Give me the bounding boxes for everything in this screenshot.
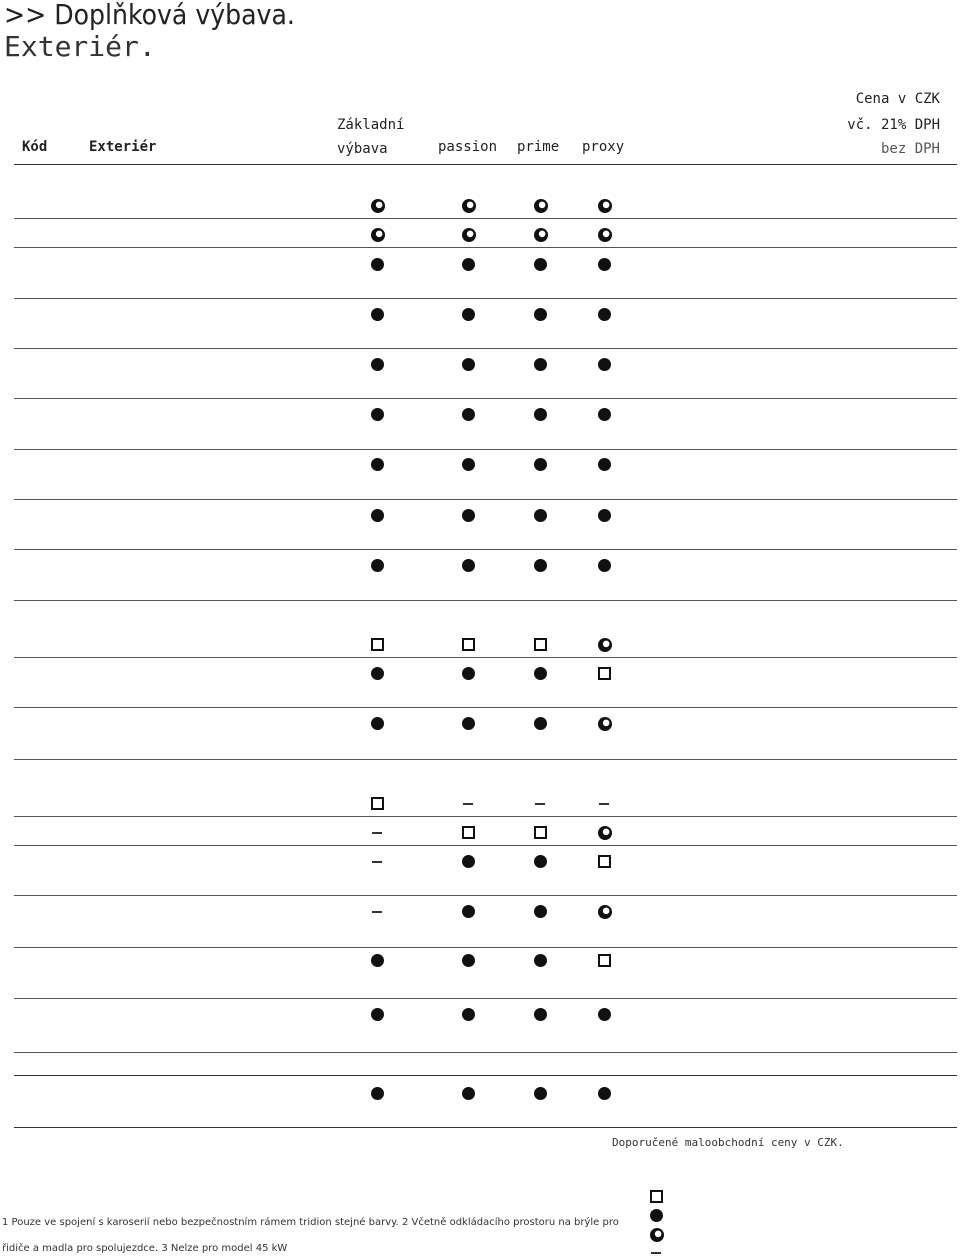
- filled-circle-icon: [371, 1008, 384, 1021]
- open-circle-icon: [598, 905, 612, 919]
- hollow-square-icon: [598, 954, 611, 967]
- filled-circle-icon: [371, 954, 384, 967]
- row-divider: [14, 449, 957, 450]
- filled-circle-icon: [598, 559, 611, 572]
- dash-icon: [463, 803, 473, 805]
- filled-circle-icon: [534, 458, 547, 471]
- open-circle-icon: [462, 199, 476, 213]
- row-divider: [14, 816, 957, 817]
- filled-circle-icon: [598, 509, 611, 522]
- row-divider: [14, 1075, 957, 1076]
- row-divider: [14, 1052, 957, 1053]
- hollow-square-icon: [598, 855, 611, 868]
- open-circle-icon: [598, 826, 612, 840]
- dash-icon: [535, 803, 545, 805]
- filled-circle-icon: [371, 667, 384, 680]
- row-divider: [14, 398, 957, 399]
- row-divider: [14, 247, 957, 248]
- filled-circle-icon: [371, 1087, 384, 1100]
- filled-circle-icon: [534, 258, 547, 271]
- filled-circle-icon: [534, 667, 547, 680]
- filled-circle-icon: [462, 258, 475, 271]
- filled-circle-icon: [534, 855, 547, 868]
- filled-circle-icon: [598, 408, 611, 421]
- header-cena-2: vč. 21% DPH: [847, 117, 940, 133]
- row-divider: [14, 895, 957, 896]
- dash-icon: [599, 803, 609, 805]
- recommended-prices-note: Doporučené maloobchodní ceny v CZK.: [612, 1136, 844, 1149]
- dash-icon: [651, 1252, 661, 1254]
- filled-circle-icon: [598, 1008, 611, 1021]
- hollow-square-icon: [598, 667, 611, 680]
- row-divider: [14, 549, 957, 550]
- filled-circle-icon: [534, 1087, 547, 1100]
- filled-circle-icon: [650, 1209, 663, 1222]
- open-circle-icon: [534, 228, 548, 242]
- filled-circle-icon: [371, 458, 384, 471]
- open-circle-icon: [650, 1228, 664, 1242]
- filled-circle-icon: [534, 358, 547, 371]
- filled-circle-icon: [371, 559, 384, 572]
- filled-circle-icon: [371, 258, 384, 271]
- footnote-line-2: řidiče a madla pro spolujezdce. 3 Nelze pro model 45 kW: [2, 1243, 288, 1254]
- filled-circle-icon: [462, 905, 475, 918]
- row-divider: [14, 707, 957, 708]
- header-exterier: Exteriér: [89, 139, 157, 155]
- filled-circle-icon: [534, 1008, 547, 1021]
- hollow-square-icon: [371, 638, 384, 651]
- filled-circle-icon: [462, 1008, 475, 1021]
- filled-circle-icon: [534, 717, 547, 730]
- open-circle-icon: [534, 199, 548, 213]
- page-title-line1: >> Doplňková výbava.: [4, 0, 295, 31]
- header-prime: prime: [517, 139, 560, 155]
- page-title-line2: Exteriér.: [4, 30, 156, 63]
- header-zakladni-2: výbava: [337, 141, 388, 157]
- filled-circle-icon: [534, 905, 547, 918]
- row-divider: [14, 348, 957, 349]
- open-circle-icon: [371, 199, 385, 213]
- dash-icon: [372, 832, 382, 834]
- filled-circle-icon: [534, 954, 547, 967]
- filled-circle-icon: [462, 954, 475, 967]
- header-proxy: proxy: [582, 139, 625, 155]
- filled-circle-icon: [462, 855, 475, 868]
- header-divider: [14, 164, 957, 165]
- open-circle-icon: [598, 228, 612, 242]
- filled-circle-icon: [598, 1087, 611, 1100]
- filled-circle-icon: [598, 258, 611, 271]
- header-kod: Kód: [22, 139, 48, 155]
- row-divider: [14, 600, 957, 601]
- filled-circle-icon: [371, 509, 384, 522]
- row-divider: [14, 845, 957, 846]
- header-cena-3: bez DPH: [880, 141, 940, 157]
- filled-circle-icon: [534, 559, 547, 572]
- hollow-square-icon: [650, 1190, 663, 1203]
- hollow-square-icon: [462, 826, 475, 839]
- filled-circle-icon: [462, 408, 475, 421]
- row-divider: [14, 499, 957, 500]
- header-cena-1: Cena v CZK: [855, 91, 940, 107]
- row-divider: [14, 657, 957, 658]
- dash-icon: [372, 911, 382, 913]
- header-zakladni-1: Základní: [337, 117, 405, 133]
- filled-circle-icon: [534, 509, 547, 522]
- filled-circle-icon: [534, 408, 547, 421]
- filled-circle-icon: [462, 458, 475, 471]
- filled-circle-icon: [462, 308, 475, 321]
- open-circle-icon: [598, 638, 612, 652]
- dash-icon: [372, 861, 382, 863]
- filled-circle-icon: [371, 308, 384, 321]
- row-divider: [14, 1127, 957, 1128]
- filled-circle-icon: [462, 509, 475, 522]
- filled-circle-icon: [598, 458, 611, 471]
- filled-circle-icon: [534, 308, 547, 321]
- filled-circle-icon: [462, 1087, 475, 1100]
- filled-circle-icon: [598, 358, 611, 371]
- filled-circle-icon: [371, 408, 384, 421]
- open-circle-icon: [598, 199, 612, 213]
- row-divider: [14, 298, 957, 299]
- filled-circle-icon: [371, 717, 384, 730]
- row-divider: [14, 759, 957, 760]
- filled-circle-icon: [462, 358, 475, 371]
- hollow-square-icon: [534, 638, 547, 651]
- hollow-square-icon: [534, 826, 547, 839]
- hollow-square-icon: [371, 797, 384, 810]
- row-divider: [14, 998, 957, 999]
- row-divider: [14, 218, 957, 219]
- filled-circle-icon: [462, 667, 475, 680]
- open-circle-icon: [462, 228, 476, 242]
- filled-circle-icon: [598, 308, 611, 321]
- hollow-square-icon: [462, 638, 475, 651]
- filled-circle-icon: [462, 717, 475, 730]
- row-divider: [14, 947, 957, 948]
- filled-circle-icon: [462, 559, 475, 572]
- open-circle-icon: [371, 228, 385, 242]
- filled-circle-icon: [371, 358, 384, 371]
- open-circle-icon: [598, 717, 612, 731]
- header-passion: passion: [438, 139, 498, 155]
- footnote-line-1: 1 Pouze ve spojení s karoserií nebo bezpečnostním rámem tridion stejné barvy. 2 Včetně odkládacího prostoru na brýle pro: [2, 1217, 619, 1228]
